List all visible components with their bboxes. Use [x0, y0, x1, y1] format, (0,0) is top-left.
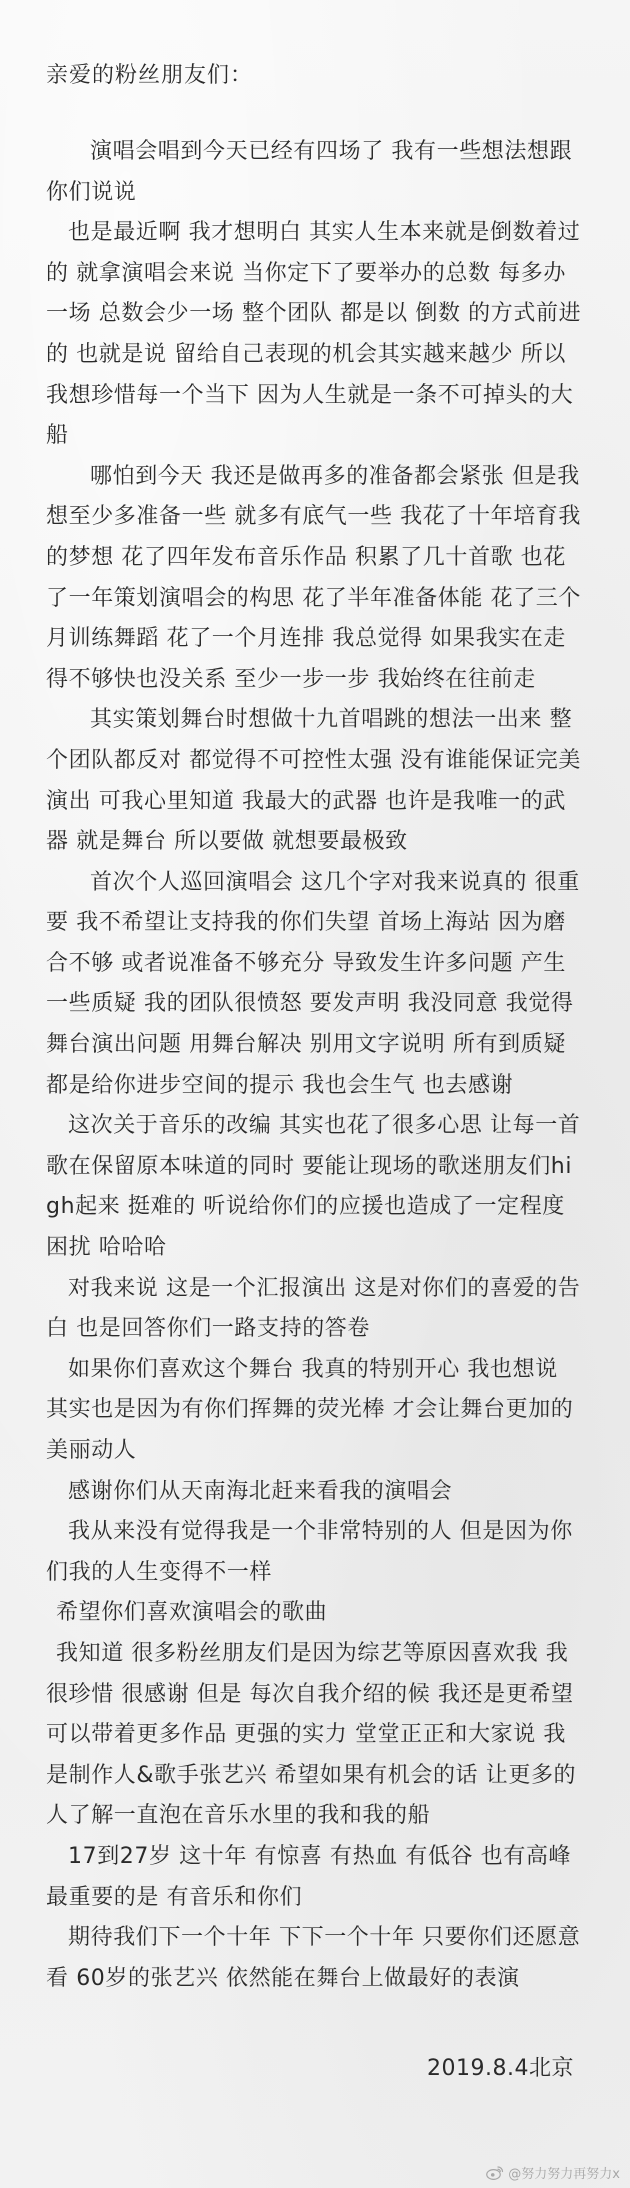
letter-paragraph: 演唱会唱到今天已经有四场了 我有一些想法想跟你们说说: [46, 139, 573, 205]
letter-paragraph: 哪怕到今天 我还是做再多的准备都会紧张 但是我想至少多准备一些 就多有底气一些 我花了十年培育我的梦想 花了四年发布音乐作品 积累了几十首歌 也花了一年策划演唱会的构思 花了半年准备体能 花了三个月训练舞蹈 花了一个月连排 我总觉得 如果我实在走得不够快也没关系 至少一步一步 我始终在往前走: [46, 463, 581, 692]
letter-signoff: 2019.8.4北京: [427, 2056, 574, 2081]
letter-paragraph: 我从来没有觉得我是一个非常特别的人 但是因为你们我的人生变得不一样: [46, 1519, 573, 1585]
letter-paragraph: 感谢你们从天南海北赶来看我的演唱会: [68, 1478, 453, 1504]
letter-paragraph: 期待我们下一个十年 下下一个十年 只要你们还愿意看 60岁的张艺兴 依然能在舞台上做最好的表演: [46, 1925, 581, 1991]
letter-paragraph: 如果你们喜欢这个舞台 我真的特别开心 我也想说 其实也是因为有你们挥舞的荧光棒 才会让舞台更加的美丽动人: [46, 1356, 574, 1463]
letter-paragraph: 对我来说 这是一个汇报演出 这是对你们的喜爱的告白 也是回答你们一路支持的答卷: [46, 1275, 581, 1342]
letter-paragraph: 其实策划舞台时想做十九首唱跳的想法一出来 整个团队都反对 都觉得不可控性太强 没有谁能保证完美演出 可我心里知道 我最大的武器 也许是我唯一的武器 就是舞台 所以要做 就想要最极致: [46, 707, 581, 855]
letter-salutation: 亲爱的粉丝朋友们：: [46, 63, 254, 88]
weibo-watermark: [486, 2163, 620, 2182]
letter-paragraph: 也是最近啊 我才想明白 其实人生本来就是倒数着过的 就拿演唱会来说 当你定下了要举办的总数 每多办一场 总数会少一场 整个团队 都是以 倒数 的方式前进的 也就是说 留给自己表现的机会其实越来越少 所以 我想珍惜每一个当下 因为人生就是一条不可掉头的大船: [46, 220, 582, 449]
letter-paragraph: 我知道 很多粉丝朋友们是因为综艺等原因喜欢我 我很珍惜 很感谢 但是 每次自我介绍的候 我还是更希望可以带着更多作品 更强的实力 堂堂正正和大家说 我是制作人&歌手张艺兴 希望如果有机会的话 让更多的人了解一直泡在音乐水里的我和我的船: [46, 1640, 577, 1829]
letter-paragraph: 希望你们喜欢演唱会的歌曲: [56, 1600, 328, 1626]
weibo-icon: [486, 2165, 504, 2181]
letter-paragraph: 17到27岁 这十年 有惊喜 有热血 有低谷 也有高峰 最重要的是 有音乐和你们: [46, 1843, 572, 1910]
letter-paragraph: 这次关于音乐的改编 其实也花了很多心思 让每一首歌在保留原本味道的同时 要能让现场的歌迷朋友们high起来 挺难的 听说给你们的应援也造成了一定程度困扰 哈哈哈: [46, 1113, 581, 1261]
letter-body: [46, 132, 586, 1999]
letter-paragraph: 首次个人巡回演唱会 这几个字对我来说真的 很重要 我不希望让支持我的你们失望 首场上海站 因为磨合不够 或者说准备不够充分 导致发生许多问题 产生一些质疑 我的团队很愤怒 要发声明 我没同意 我觉得 舞台演出问题 用舞台解决 别用文字说明 所有到质疑都是给你进步空间的提示 我也会生气 也去感谢: [46, 869, 580, 1098]
watermark-text: @努力努力再努力x: [508, 2167, 620, 2182]
